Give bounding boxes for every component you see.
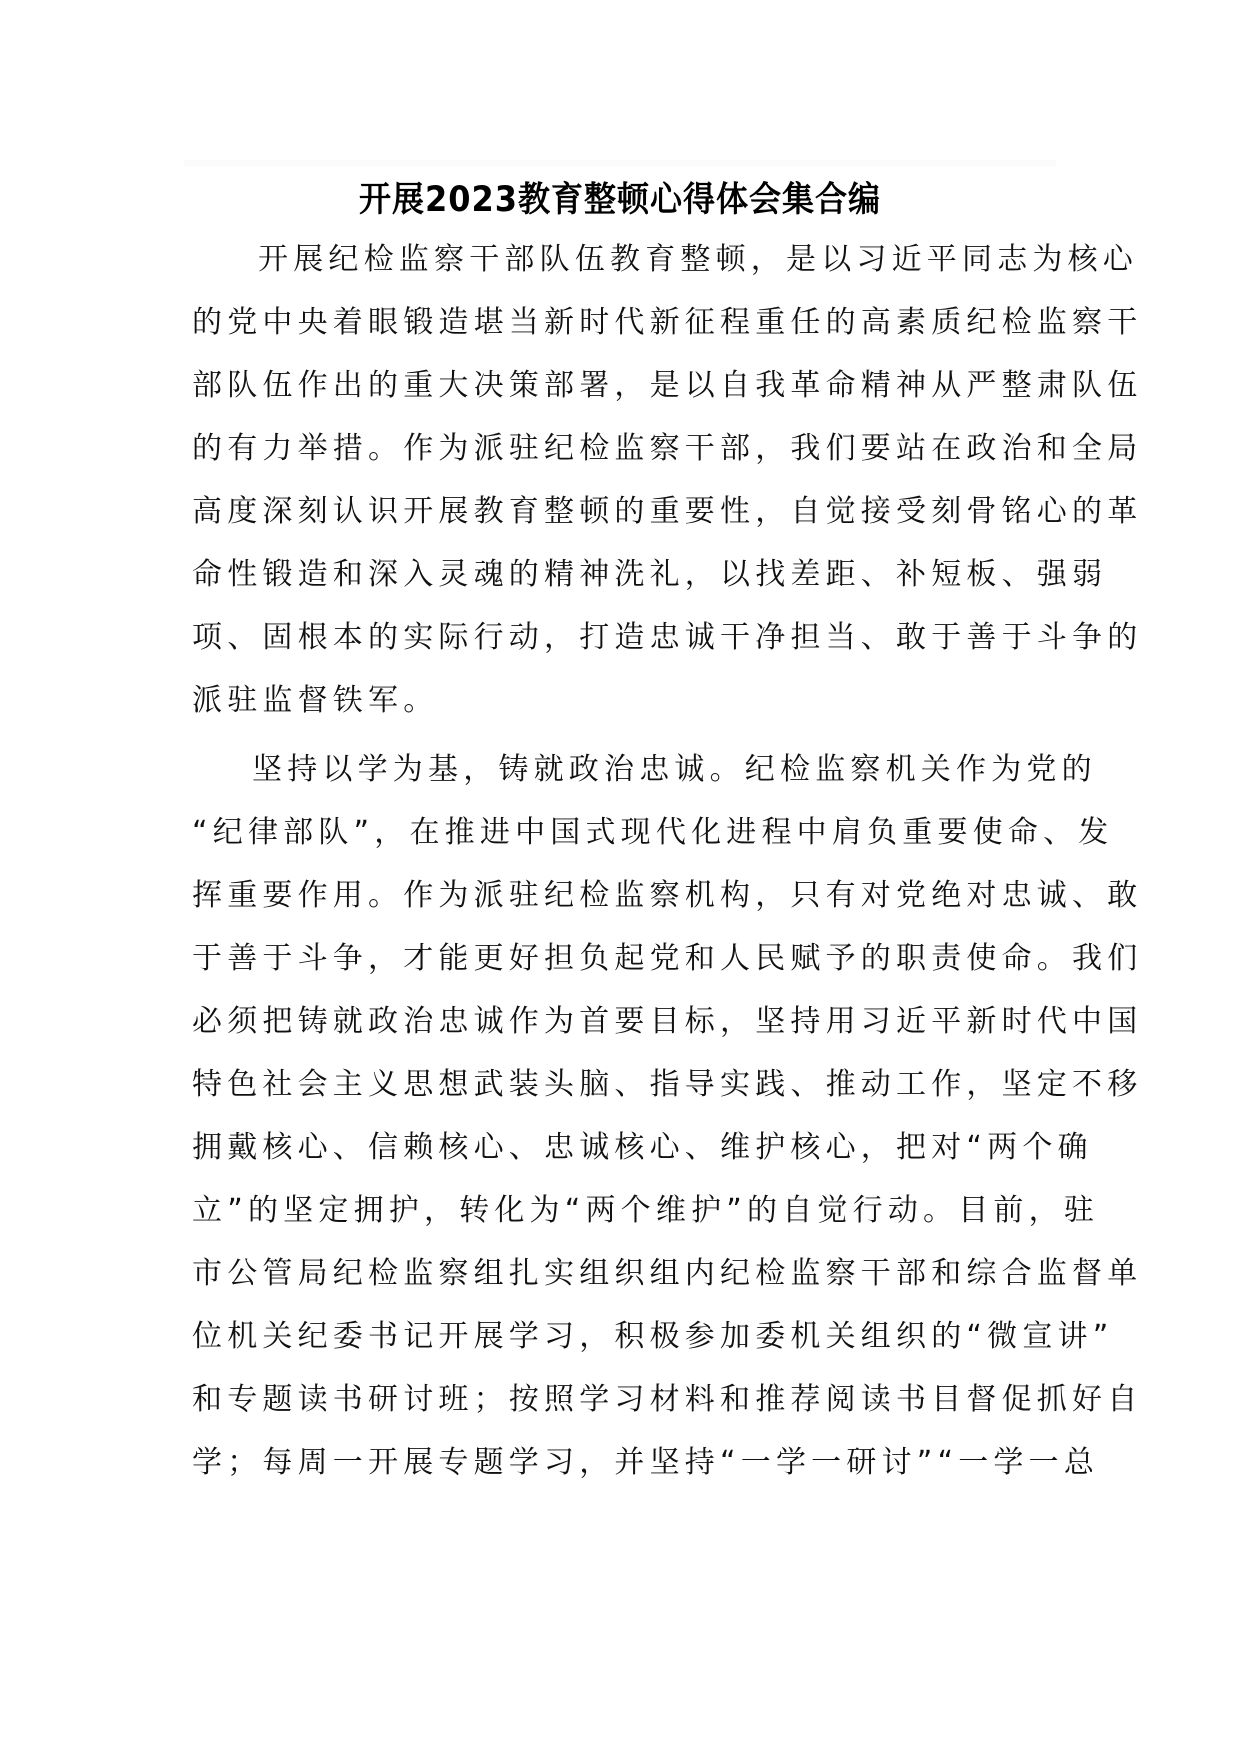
- text-line: 于善于斗争，才能更好担负起党和人民赋予的职责使命。我们: [192, 941, 1143, 976]
- text-line: 项、固根本的实际行动，打造忠诚干净担当、敢于善于斗争的: [192, 620, 1143, 655]
- text-line: 市公管局纪检监察组扎实组织组内纪检监察干部和综合监督单: [192, 1256, 1143, 1291]
- document-body: [192, 228, 1143, 1494]
- text-line: 学；每周一开展专题学习，并坚持“一学一研讨”“一学一总: [192, 1445, 1100, 1480]
- text-line: 特色社会主义思想武装头脑、指导实践、推动工作，坚定不移: [192, 1067, 1143, 1102]
- text-line: 派驻监督铁军。: [192, 683, 439, 718]
- paragraph-intro: [192, 228, 1143, 732]
- text-line: 必须把铸就政治忠诚作为首要目标，坚持用习近平新时代中国: [192, 1004, 1143, 1039]
- paragraph-study-foundation: [192, 738, 1143, 1494]
- header-divider: [184, 160, 1056, 166]
- text-line: 的党中央着眼锻造堪当新时代新征程重任的高素质纪检监察干: [192, 305, 1143, 340]
- text-line: “纪律部队”，在推进中国式现代化进程中肩负重要使命、发: [192, 815, 1114, 850]
- text-line: 拥戴核心、信赖核心、忠诚核心、维护核心，把对“两个确: [192, 1130, 1093, 1165]
- text-line: 立”的坚定拥护，转化为“两个维护”的自觉行动。目前，驻: [192, 1193, 1100, 1228]
- text-line: 坚持以学为基，铸就政治忠诚。纪检监察机关作为党的: [252, 752, 1097, 787]
- document-title: 开展2023教育整顿心得体会集合编: [358, 178, 882, 220]
- text-line: 高度深刻认识开展教育整顿的重要性，自觉接受刻骨铭心的革: [192, 494, 1143, 529]
- text-line: 和专题读书研讨班；按照学习材料和推荐阅读书目督促抓好自: [192, 1382, 1143, 1417]
- text-line: 的有力举措。作为派驻纪检监察干部，我们要站在政治和全局: [192, 431, 1143, 466]
- text-line: 部队伍作出的重大决策部署，是以自我革命精神从严整肃队伍: [192, 368, 1143, 403]
- text-line: 开展纪检监察干部队伍教育整顿，是以习近平同志为核心: [258, 242, 1138, 277]
- text-line: 命性锻造和深入灵魂的精神洗礼，以找差距、补短板、强弱: [192, 557, 1108, 592]
- text-line: 位机关纪委书记开展学习，积极参加委机关组织的“微宣讲”: [192, 1319, 1114, 1354]
- text-line: 挥重要作用。作为派驻纪检监察机构，只有对党绝对忠诚、敢: [192, 878, 1143, 913]
